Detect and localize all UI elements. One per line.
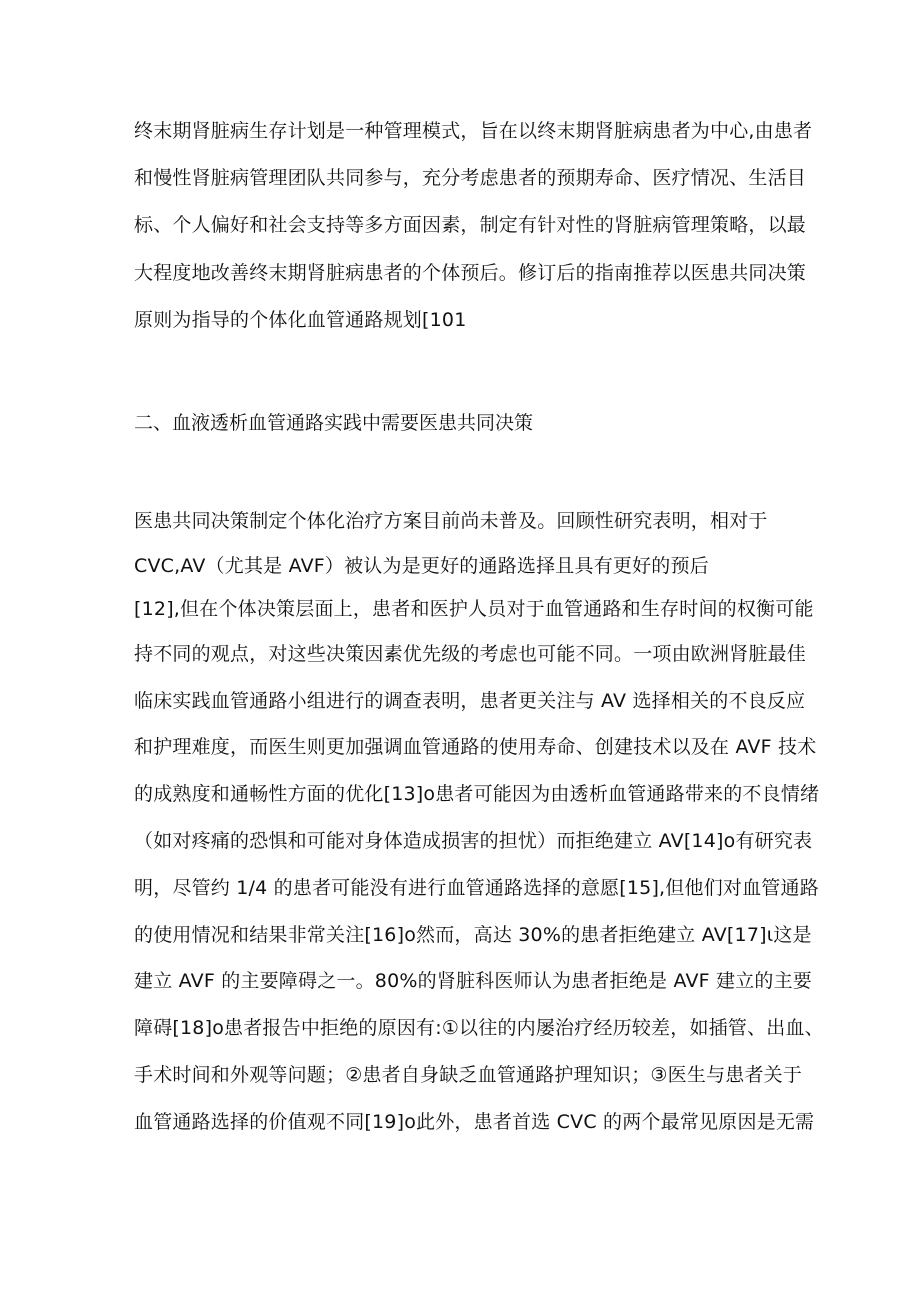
paragraph-1-line-4: 大程度地改善终末期肾脏病患者的个体预后。修订后的指南推荐以医患共同决策	[134, 262, 807, 284]
paragraph-1-line-5: 原则为指导的个体化血管通路规划[101	[134, 309, 467, 331]
paragraph-1-line-3: 标、个人偏好和社会支持等多方面因素，制定有针对性的肾脏病管理策略，以最	[134, 214, 807, 236]
paragraph-2-line-13: 手术时间和外观等问题；②患者自身缺乏血管通路护理知识；③医生与患者关于	[134, 1064, 803, 1086]
paragraph-2-line-5: 临床实践血管通路小组进行的调查表明，患者更关注与 AV 选择相关的不良反应	[134, 690, 806, 712]
paragraph-2-line-7: 的成熟度和通畅性方面的优化[13]o患者可能因为由透析血管通路带来的不良情绪	[134, 783, 820, 805]
paragraph-2-line-8: （如对疼痛的恐惧和可能对身体造成损害的担忧）而拒绝建立 AV[14]o有研究表	[134, 830, 813, 852]
section-heading: 二、血液透析血管通路实践中需要医患共同决策	[134, 412, 534, 434]
paragraph-2-line-3: [12],但在个体决策层面上，患者和医护人员对于血管通路和生存时间的权衡可能	[134, 598, 814, 620]
paragraph-1-line-1: 终末期肾脏病生存计划是一种管理模式，旨在以终末期肾脏病患者为中心,由患者	[134, 120, 813, 142]
paragraph-1-line-2: 和慢性肾脏病管理团队共同参与，充分考虑患者的预期寿命、医疗情况、生活目	[134, 167, 807, 189]
paragraph-2-line-4: 持不同的观点，对这些决策因素优先级的考虑也可能不同。一项由欧洲肾脏最佳	[134, 643, 807, 665]
paragraph-2-line-2: CVC,AV（尤其是 AVF）被认为是更好的通路选择且具有更好的预后	[134, 555, 709, 577]
paragraph-2-line-14: 血管通路选择的价值观不同[19]o此外，患者首选 CVC 的两个最常见原因是无需	[134, 1111, 815, 1133]
paragraph-2-line-9: 明，尽管约 1/4 的患者可能没有进行血管通路选择的意愿[15],但他们对血管通路	[134, 877, 819, 899]
paragraph-2-line-1: 医患共同决策制定个体化治疗方案目前尚未普及。回顾性研究表明，相对于	[134, 510, 768, 532]
paragraph-2-line-10: 的使用情况和结果非常关注[16]o然而，高达 30%的患者拒绝建立 AV[17]ι这是	[134, 924, 812, 946]
paragraph-2-line-12: 障碍[18]o患者报告中拒绝的原因有:①以往的内屡治疗经历较差，如插管、出血、	[134, 1017, 824, 1039]
paragraph-2-line-6: 和护理难度，而医生则更加强调血管通路的使用寿命、创建技术以及在 AVF 技术	[134, 736, 817, 758]
paragraph-2-line-11: 建立 AVF 的主要障碍之一。80%的肾脏科医师认为患者拒绝是 AVF 建立的主要	[134, 970, 813, 992]
